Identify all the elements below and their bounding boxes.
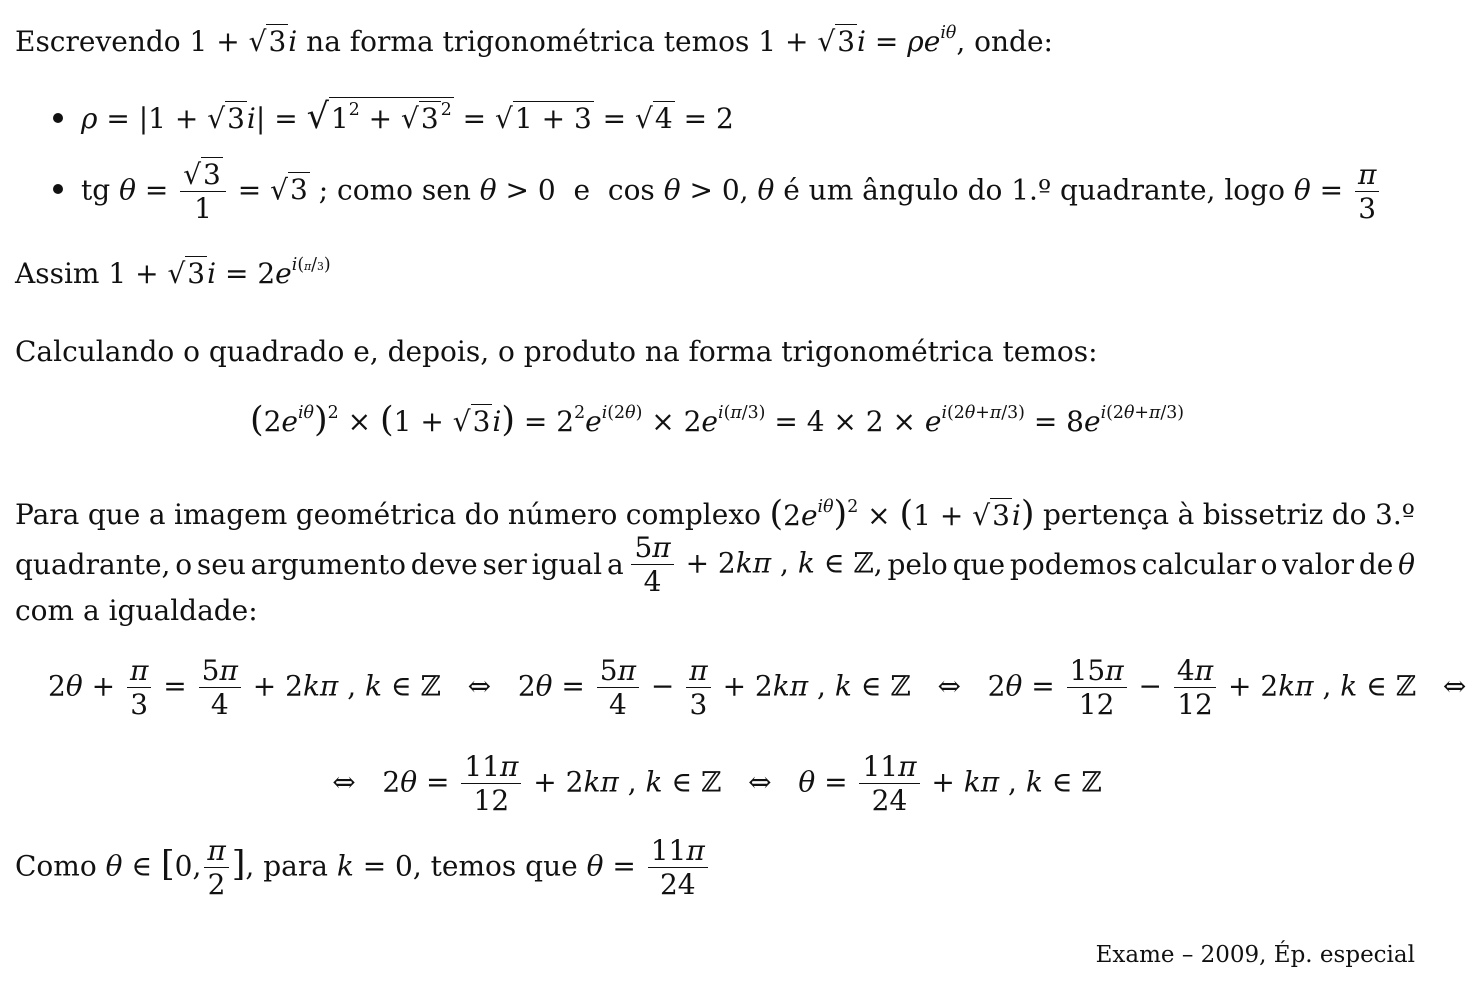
calc-line: Calculando o quadrado e, depois, o produto na forma trigonométrica temos:: [15, 335, 1098, 368]
intro-line: Escrevendo 1 + √3i na forma trigonométrica temos $1 + √3i = \rho e^{i\theta}$, onde:: [15, 22, 1053, 58]
equation-step-1: 2θ + $\frac{\pi}{3}$ = $\frac{5\pi}{4}$ + 2kπ , k ∈ ℤ ⇔ 2θ = $\frac{5\pi}{4}$ − $\frac{\pi}{3}$ + 2kπ , k ∈ ℤ ⇔ 2θ = $\frac{15\pi}{12}$ − $\frac{4\pi}{12}$ + 2kπ , k ∈ ℤ ⇔: [48, 654, 1466, 722]
conclusion-line: Como θ ∈ [0, $\frac{\pi}{2}$ ], para k = 0, temos que θ = $\frac{11\pi}{24}$: [15, 836, 711, 900]
bullet-modulus: $\rho = |1 + √3i| = √1^2 + √3$ $^2$ = √1 + 3 = √4 = 2: [53, 100, 734, 135]
bullet-icon: [53, 184, 63, 194]
equation-step-2: ⇔ 2θ = $\frac{11\pi}{12}$ + 2kπ , k ∈ ℤ ⇔ θ = $\frac{11\pi}{24}$ + kπ , k ∈ ℤ: [332, 750, 1102, 818]
equation-product: $(2e^{i\theta})^2 \times (1 + √3i) = 2^2e^{i(2\theta)} \times 2e^{i(\pi/3)} = 4 \times 2 \times e^{i(2\theta+\pi/3)} = 8e^{i(2\theta+\pi/3)}$: [249, 400, 1185, 440]
para-line-3: com a igualdade:: [15, 594, 258, 627]
assim-line: Assim $1 + √3i = 2e^{i(\pi/3)}$: [15, 254, 331, 290]
bullet-icon: [53, 113, 63, 123]
para-line-2: quadrante, o seu argumento deve ser igual a $\frac{5\pi}{4}$ + 2kπ , k ∈ ℤ, pelo que podemos calcular o valor de θ: [15, 531, 1415, 599]
source-label: Exame – 2009, Ép. especial: [1095, 942, 1415, 968]
para-line-1: Para que a imagem geométrica do número complexo $(2e^{i\theta})^2 \times (1 + √3i)$ pertença à bissetriz do 3.º: [15, 494, 1415, 534]
bullet-argument: tg θ = $\frac{√3}{1}$ = √3 ; como sen θ > 0 e cos θ > 0, θ é um ângulo do 1.º quadrante, logo θ = $\frac{\pi}{3}$: [53, 160, 1382, 224]
